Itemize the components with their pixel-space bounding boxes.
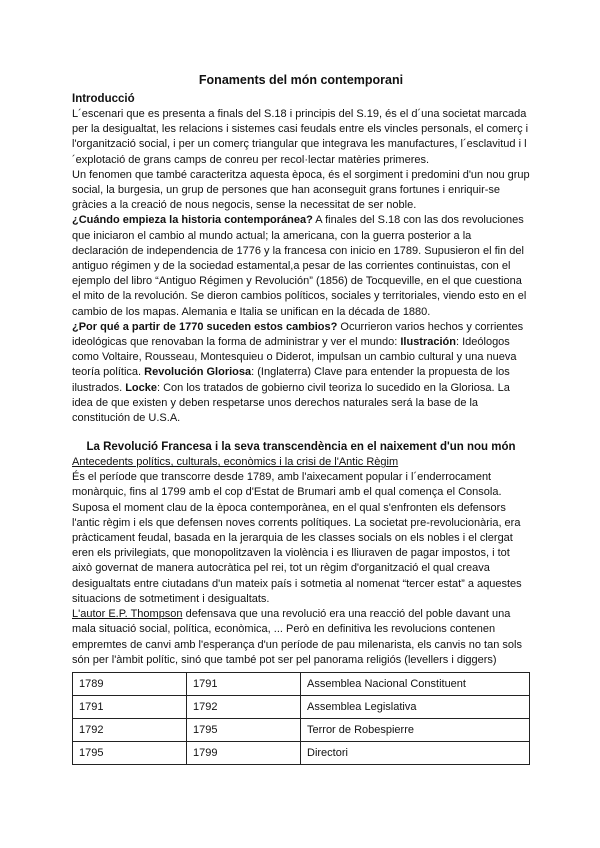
table-row — [73, 741, 530, 764]
end-year-cell: 1791 — [187, 672, 301, 695]
table-row — [73, 718, 530, 741]
end-year-cell: 1795 — [187, 718, 301, 741]
table-row — [73, 672, 530, 695]
term-glorious-revolution: Revolución Gloriosa — [144, 366, 252, 379]
question-1: ¿Cuándo empieza la historia contemporánea? — [72, 214, 313, 227]
start-year-cell: 1789 — [73, 672, 187, 695]
timeline-table — [72, 672, 530, 765]
section-paragraph-2-text: defensava que una revolució era una reacció del poble davant una mala situació social, política, econòmica, ... Però en definitiva les revolucions contenen empremtes de canvi amb l'esperança d'un període de pau milenarista, els canvis no tan sols són per l'àmbit polític, sinó que també pot ser pel panorama religiós (levellers i diggers) — [72, 608, 522, 666]
period-label-cell: Terror de Robespierre — [301, 718, 530, 741]
question-1-paragraph — [72, 213, 530, 319]
term-locke: Locke — [125, 381, 157, 394]
question-2-paragraph — [72, 320, 530, 426]
intro-paragraph-1: L´escenari que es presenta a finals del S.18 i principis del S.19, és el d´una societat marcada per la desigualtat, les relacions i sistemes casi feudals entre els vincles personals, el comerç i l'organització social, i per un comerç triangular que integrava les manufactures, l´esclavitud i l´explotació de grans camps de conreu per recol·lectar matèries primeres. — [72, 108, 529, 166]
answer-1: A finales del S.18 con las dos revoluciones que iniciaron el cambio al mundo actual; la americana, con la guerra posterior a la declaración de independencia de 1776 y la francesa con inicio en 1789. Supusieron el fin del antiguo régimen y de la sociedad estamental,a pesar de las corrientes continuistas, con el ejemplo del libro “Antiguo Régimen y Revolución” (1856) de Tocqueville, en el que cuestiona el mito de la revolución. Se dieron cambios políticos, sociales y territoriales, viendo esto en el cambio de los mapas. Alemania e Italia se unifican en la década de 1880. — [72, 214, 527, 318]
author-reference: L'autor E.P. Thompson — [72, 608, 183, 621]
document-title: Fonaments del món contemporani — [198, 73, 404, 87]
term-illustration: Ilustración — [400, 336, 456, 349]
end-year-cell: 1799 — [187, 741, 301, 764]
question-2: ¿Por qué a partir de 1770 suceden estos cambios? — [72, 320, 338, 333]
section-subheading: Antecedents polítics, culturals, econòmics i la crisi de l'Antic Règim — [72, 456, 399, 469]
answer-2-part-d: : Con los tratados de gobierno civil teoriza lo sucedido en la Gloriosa. La idea de que existen y deben respetarse unos derechos naturales será la base de la constitución de U.S.A. — [72, 381, 510, 425]
section-title: La Revolució Francesa i la seva transcendència en el naixement d'un nou món — [86, 441, 516, 454]
answer-2-part-a: Ocurrieron varios hechos y corrientes ideológicas que renovaban la forma de administrar y ver el mundo: — [72, 320, 524, 349]
intro-paragraph-2: Un fenomen que també caracteritza aquesta època, és el sorgiment i predomini d'un nou grup social, la burgesia, un grup de persones que han aconseguit grans fortunes i enriquir-se gràcies a la creació de nous negocis, sense la necessitat de ser noble. — [72, 168, 530, 212]
period-label-cell: Directori — [301, 741, 530, 764]
answer-2-part-c: : (Inglaterra) Clave para entender la propuesta de los ilustrados. — [72, 366, 510, 394]
start-year-cell: 1792 — [73, 718, 187, 741]
table-row — [73, 695, 530, 718]
end-year-cell: 1792 — [187, 695, 301, 718]
section-paragraph-1: És el període que transcorre desde 1789, amb l'aixecament popular i l´enderrocament monàrquic, fins al 1799 amb el cop d'Estat de Brumari amb el qual comença el Consola. Suposa el moment clau de la època contemporànea, en el qual s'enfronten els defensors l'antic règim i els que defensen noves corrents polítiques. La societat pre-revolucionària, era pràcticament feudal, basada en la jerarquia de les classes socials on els nobles i el clergat eren els privilegiats, que monopolitzaven la violència i es lliuraven de pagar impostos, i tot això governat de manera autocràtica pel rei, tot un règim d'organització el qual creava desigualtats entre ciutadans d'un mateix país i sotmetia al nomenat “tercer estat” a aquestes situacions de sotmetiment i desigualtats. — [72, 471, 522, 605]
period-label-cell: Assemblea Nacional Constituent — [301, 672, 530, 695]
answer-2-part-b: : Ideólogos como Voltaire, Rousseau, Montesquieu o Diderot, impulsan un cambio cultural y una nueva teoría política. — [72, 336, 517, 379]
section-paragraph-2 — [72, 607, 530, 668]
period-label-cell: Assemblea Legislativa — [301, 695, 530, 718]
start-year-cell: 1791 — [73, 695, 187, 718]
start-year-cell: 1795 — [73, 741, 187, 764]
intro-heading: Introducció — [72, 93, 135, 105]
